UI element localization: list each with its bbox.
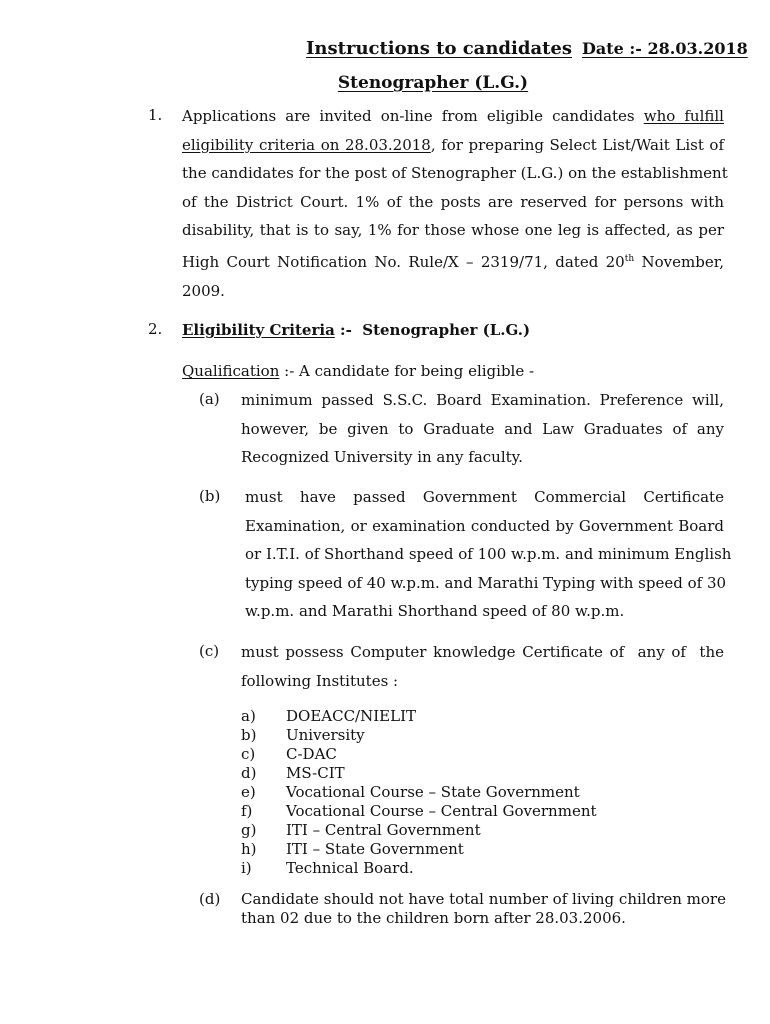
para-line: than 02 due to the children born after 28.03.2006.: [241, 909, 626, 927]
list-item: [241, 707, 597, 726]
text-fragment: November,: [641, 252, 724, 271]
list-value: Vocational Course – Central Government: [286, 802, 597, 820]
para-line: [182, 102, 724, 131]
qualification-label: Qualification: [182, 362, 280, 380]
list-item: [241, 726, 597, 745]
list-key: e): [241, 783, 256, 801]
list-value: ITI – Central Government: [286, 821, 481, 839]
section-1-paragraph: [182, 102, 728, 305]
para-line: Examination, or examination conducted by Government Board: [245, 516, 724, 535]
list-value: C-DAC: [286, 745, 337, 763]
text-fragment: , for preparing Select List/Wait List of: [430, 135, 724, 154]
document-title: Instructions to candidates: [306, 38, 573, 59]
word: Certificate: [643, 488, 724, 506]
para-line: 2009.: [182, 281, 225, 300]
item-d-text: [241, 890, 724, 928]
list-key: b): [241, 726, 257, 744]
list-item: [241, 745, 597, 764]
underlined-text: who fulfill: [643, 107, 724, 125]
list-key: i): [241, 859, 252, 877]
section-1-number: 1.: [148, 106, 163, 124]
list-value: University: [286, 726, 365, 744]
item-c-label: (c): [199, 642, 220, 660]
document-date: Date :- 28.03.2018: [582, 39, 748, 58]
qualification-line: [182, 357, 724, 386]
underlined-text: eligibility criteria on 28.03.2018: [182, 135, 431, 154]
para-line: of the District Court. 1% of the posts are reserved for persons with: [182, 192, 724, 211]
qualification-text: :- A candidate for being eligible -: [279, 362, 535, 380]
para-line: [245, 483, 724, 512]
section-2-heading: [182, 316, 724, 345]
para-line: [182, 131, 724, 160]
text-fragment: High Court Notification No. Rule/X – 2319/71, dated 20: [182, 252, 625, 271]
list-value: ITI – State Government: [286, 840, 464, 858]
para-line: however, be given to Graduate and Law Graduates of any: [241, 419, 724, 438]
list-value: DOEACC/NIELIT: [286, 707, 417, 725]
list-value: Vocational Course – State Government: [286, 783, 580, 801]
para-line: typing speed of 40 w.p.m. and Marathi Typing with speed of 30: [245, 573, 727, 592]
list-item: [241, 821, 597, 840]
list-item: [241, 783, 597, 802]
institutes-list: [241, 707, 597, 878]
item-c-text: [241, 638, 724, 695]
list-key: f): [241, 802, 253, 820]
word: Commercial: [534, 488, 627, 506]
item-a-label: (a): [199, 390, 220, 408]
title-row: [306, 38, 748, 59]
item-b-text: [245, 483, 732, 626]
post-subtitle: [0, 73, 770, 93]
item-a-text: [241, 386, 724, 472]
heading-post: Stenographer (L.G.): [362, 321, 531, 339]
list-value: MS-CIT: [286, 764, 345, 782]
item-b-label: (b): [199, 487, 221, 505]
para-line: minimum passed S.S.C. Board Examination. Preference will,: [241, 391, 724, 409]
list-key: h): [241, 840, 257, 858]
list-value: Technical Board.: [286, 859, 414, 877]
item-d-label: (d): [199, 890, 221, 908]
text-fragment: Applications are invited on-line from eligible candidates: [182, 107, 635, 125]
para-line: disability, that is to say, 1% for those whose one leg is affected, as per: [182, 221, 724, 240]
para-line: or I.T.I. of Shorthand speed of 100 w.p.m. and minimum English: [245, 545, 732, 564]
list-key: c): [241, 745, 256, 763]
list-key: d): [241, 764, 257, 782]
post-name: Stenographer (L.G.): [337, 73, 529, 93]
section-2-number: 2.: [148, 320, 163, 338]
para-line: must possess Computer knowledge Certificate of any of the: [241, 643, 724, 661]
list-item: [241, 840, 597, 859]
heading-separator: :-: [334, 321, 363, 339]
word: Government: [422, 488, 517, 506]
word: passed: [353, 488, 406, 506]
para-line: Recognized University in any faculty.: [241, 448, 523, 467]
para-line: [182, 245, 724, 277]
list-key: a): [241, 707, 256, 725]
list-item: [241, 764, 597, 783]
list-key: g): [241, 821, 257, 839]
para-line: the candidates for the post of Stenographer (L.G.) on the establishment: [182, 164, 728, 183]
word: have: [299, 488, 336, 506]
eligibility-heading: Eligibility Criteria: [182, 321, 335, 339]
superscript: th: [624, 253, 635, 264]
para-line: Candidate should not have total number of living children more: [241, 890, 726, 908]
word: must: [245, 488, 283, 506]
list-item: [241, 802, 597, 821]
para-line: following Institutes :: [241, 671, 399, 690]
para-line: w.p.m. and Marathi Shorthand speed of 80 w.p.m.: [245, 602, 625, 621]
list-item: [241, 859, 597, 878]
